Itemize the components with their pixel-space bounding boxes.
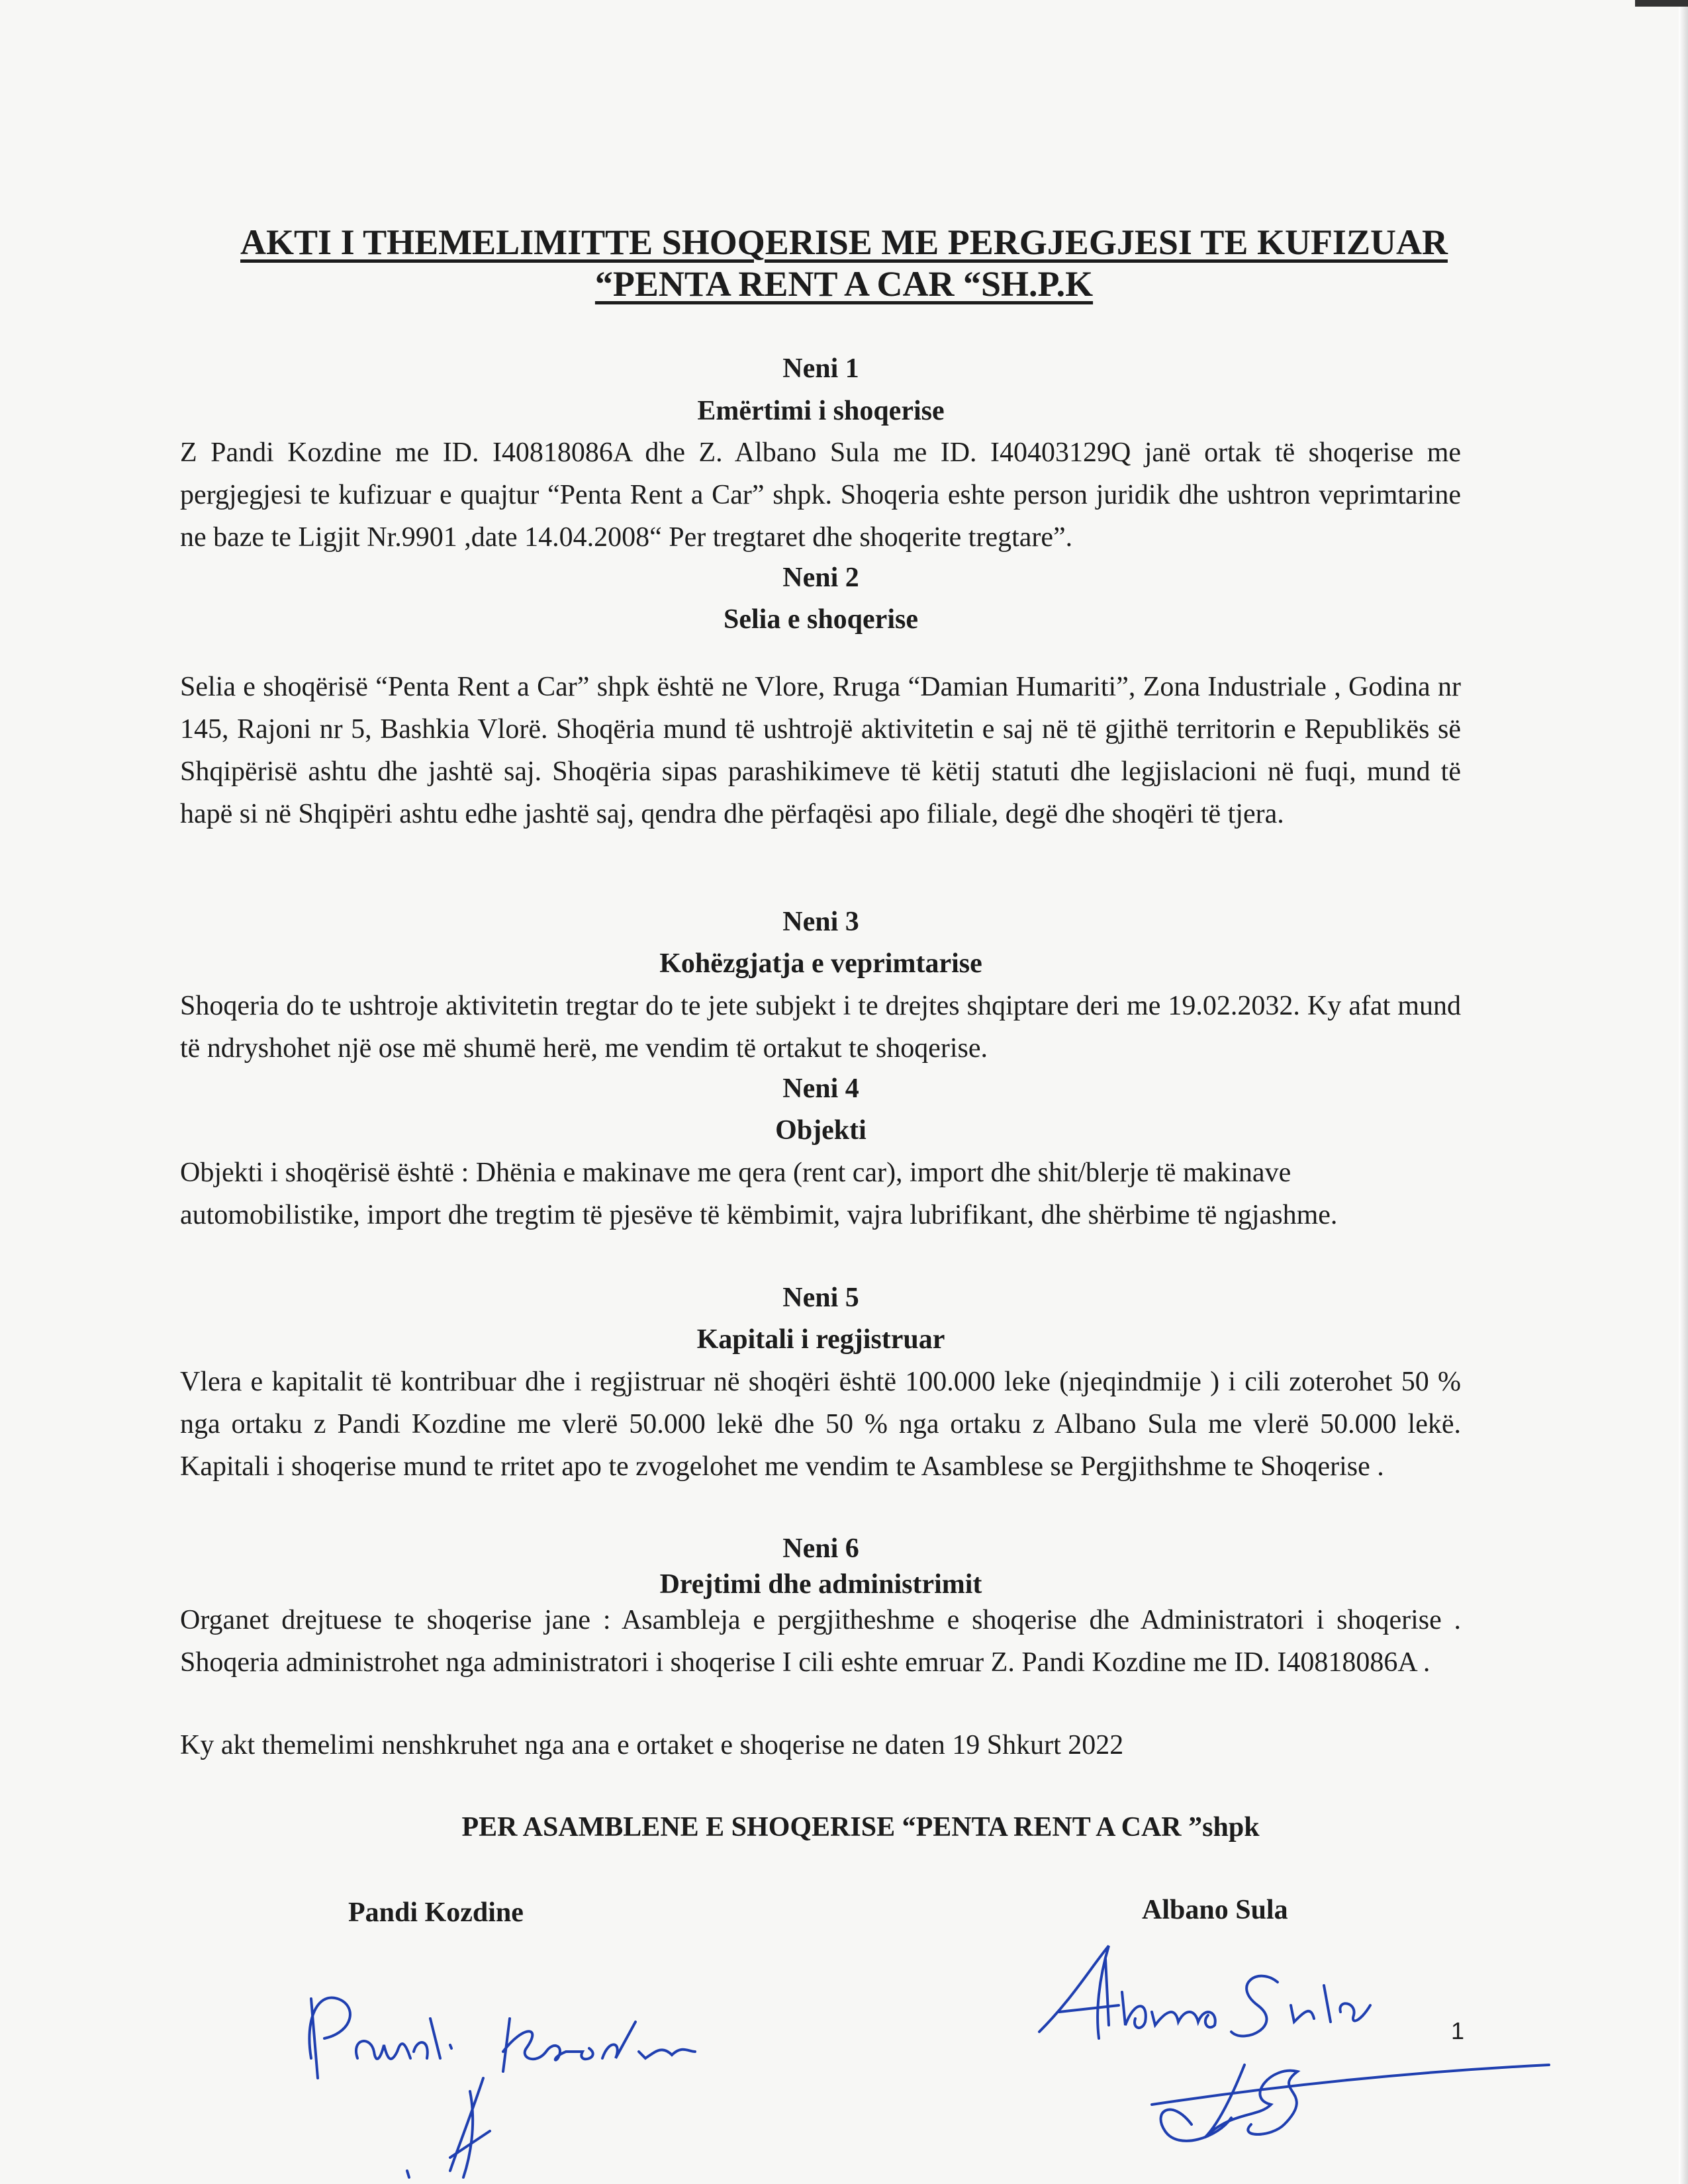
signature-heading: PER ASAMBLENE E SHOQERISE “PENTA RENT A CAR ”shpk bbox=[461, 1812, 1260, 1843]
article-3-number: Neni 3 bbox=[782, 907, 859, 937]
article-4-number: Neni 4 bbox=[782, 1073, 859, 1104]
closing-statement: Ky akt themelimi nenshkruhet nga ana e ortaket e shoqerise ne daten 19 Shkurt 2022 bbox=[180, 1730, 1124, 1760]
scan-edge bbox=[1679, 0, 1688, 2184]
article-1-heading: Emërtimi i shoqerise bbox=[697, 396, 945, 426]
article-3-text: Shoqeria do te ushtroje aktivitetin tregtar do te jete subjekt i te drejtes shqiptare deri me 19.02.2032. Ky afat mund të ndryshohet një ose më shumë herë, me vendim të ortakut te shoqerise. bbox=[180, 991, 1461, 1064]
article-5-heading: Kapitali i regjistruar bbox=[696, 1324, 945, 1355]
signatory-right-name: Albano Sula bbox=[1142, 1895, 1288, 1925]
signature-left bbox=[291, 1959, 768, 2184]
page-number: 1 bbox=[1451, 2017, 1465, 2044]
article-2-heading: Selia e shoqerise bbox=[724, 604, 918, 635]
title-line-2: “PENTA RENT A CAR “SH.P.K bbox=[594, 264, 1094, 304]
article-5-number: Neni 5 bbox=[782, 1283, 859, 1313]
article-6-number: Neni 6 bbox=[782, 1533, 859, 1564]
signatory-left-name: Pandi Kozdine bbox=[348, 1897, 524, 1928]
article-6-text: Organet drejtuese te shoqerise jane : Asambleja e pergjitheshme e shoqerise dhe Administratori i shoqerise . Shoqeria administrohet nga administratori i shoqerise I cili eshte emruar Z. Pandi Kozdine me ID. I40818086A . bbox=[180, 1605, 1461, 1678]
article-4-text: Objekti i shoqërisë është : Dhënia e makinave me qera (rent car), import dhe shit/blerje të makinave automobilistike, import dhe tregtim të pjesëve të këmbimit, vajra lubrifikant, dhe shërbime të ngjashme. bbox=[180, 1158, 1338, 1230]
title-line-1: AKTI I THEMELIMITTE SHOQERISE ME PERGJEGJESI TE KUFIZUAR bbox=[240, 222, 1448, 262]
article-1-number: Neni 1 bbox=[782, 353, 859, 384]
document-title bbox=[0, 222, 1688, 305]
article-6-heading: Drejtimi dhe administrimit bbox=[659, 1569, 982, 1600]
article-2-number: Neni 2 bbox=[782, 563, 859, 593]
article-2-text: Selia e shoqërisë “Penta Rent a Car” shpk është ne Vlore, Rruga “Damian Humariti”, Zona Industriale , Godina nr 145, Rajoni nr 5, Bashkia Vlorë. Shoqëria mund të ushtrojë aktivitetin e saj në të gjithë territorin e Republikës së Shqipërisë ashtu dhe jashtë saj. Shoqëria sipas parashikimeve të këtij statuti dhe legjislacioni në fuqi, mund të hapë si në Shqipëri ashtu edhe jashtë saj, qendra dhe përfaqësi apo filiale, degë dhe shoqëri të tjera. bbox=[180, 672, 1461, 829]
article-4-heading: Objekti bbox=[775, 1115, 867, 1146]
signature-right bbox=[1019, 1939, 1569, 2184]
scan-mark bbox=[1635, 0, 1688, 7]
article-1-text: Z Pandi Kozdine me ID. I40818086A dhe Z. Albano Sula me ID. I40403129Q janë ortak të shoqerise me pergjegjesi te kufizuar e quajtur “Penta Rent a Car” shpk. Shoqeria eshte person juridik dhe ushtron veprimtarine ne baze te Ligjit Nr.9901 ,date 14.04.2008“ Per tregtaret dhe shoqerite tregtare”. bbox=[180, 437, 1461, 553]
article-3-heading: Kohëzgjatja e veprimtarise bbox=[659, 948, 982, 979]
article-5-text: Vlera e kapitalit të kontribuar dhe i regjistruar në shoqëri është 100.000 leke (njeqindmije ) i cili zoterohet 50 % nga ortaku z Pandi Kozdine me vlerë 50.000 lekë dhe 50 % nga ortaku z Albano Sula me vlerë 50.000 lekë. Kapitali i shoqerise mund te rritet apo te zvogelohet me vendim te Asamblese se Pergjithshme te Shoqerise . bbox=[180, 1367, 1461, 1482]
